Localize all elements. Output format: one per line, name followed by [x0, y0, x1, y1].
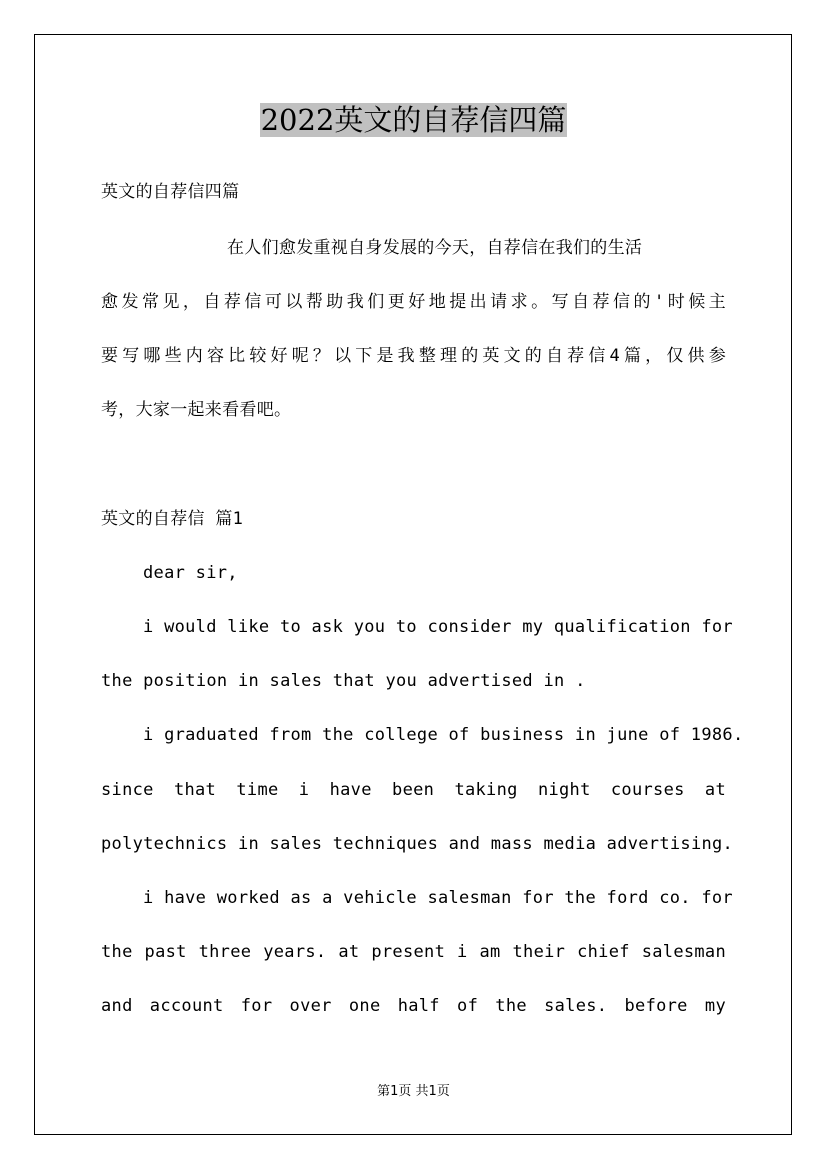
letter-line-5: since that time i have been taking night courses at — [101, 780, 726, 800]
page-number: 第1页 共1页 — [377, 1084, 450, 1099]
page-footer — [0, 1083, 827, 1101]
letter-line-4: i graduated from the college of business in june of 1986. — [143, 725, 744, 745]
letter-line-9: and account for over one half of the sales. before my — [101, 996, 726, 1016]
intro-line-3: 要写哪些内容比较好呢？以下是我整理的英文的自荐信4篇，仅供参 — [101, 346, 726, 366]
section-heading: 英文的自荐信 篇1 — [101, 509, 244, 529]
subtitle: 英文的自荐信四篇 — [101, 182, 240, 202]
document-title — [0, 100, 827, 140]
letter-line-2: i would like to ask you to consider my qualification for — [143, 617, 733, 637]
letter-line-6: polytechnics in sales techniques and mass media advertising. — [101, 834, 734, 854]
document-title-text: 2022英文的自荐信四篇 — [260, 103, 567, 137]
intro-line-4: 考，大家一起来看看吧。 — [101, 400, 292, 420]
intro-line-2: 愈发常见，自荐信可以帮助我们更好地提出请求。写自荐信的'时候主 — [101, 292, 726, 312]
letter-line-8: the past three years. at present i am their chief salesman — [101, 942, 726, 962]
intro-line-1: 在人们愈发重视自身发展的今天，自荐信在我们的生活 — [227, 238, 643, 258]
letter-salutation: dear sir, — [143, 563, 238, 583]
letter-line-3: the position in sales that you advertised in . — [101, 671, 586, 691]
letter-line-7: i have worked as a vehicle salesman for the ford co. for — [143, 888, 733, 908]
